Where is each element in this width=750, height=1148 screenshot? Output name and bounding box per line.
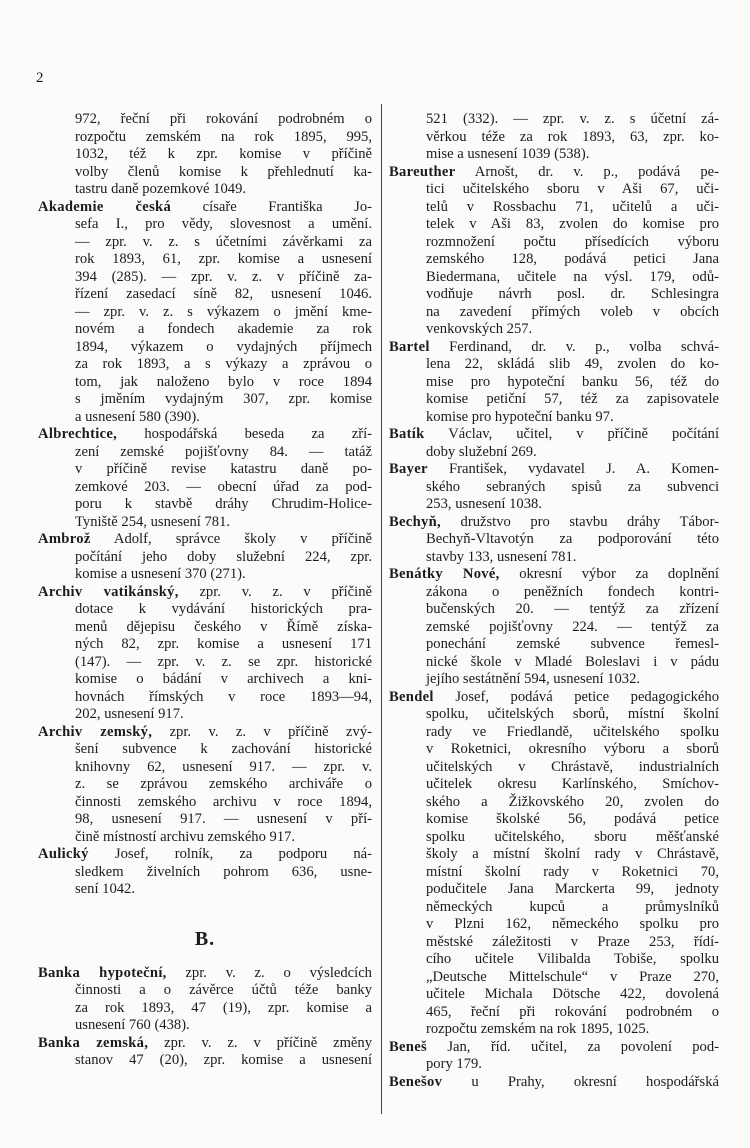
- entry-text: u Prahy, okresní hospodářská: [442, 1073, 719, 1090]
- entry-line: a usnesení 580 (390).: [75, 408, 200, 425]
- entry-line: šení subvence k zachování historické: [75, 741, 372, 757]
- entry-heading: Banka zemská,: [38, 1034, 149, 1051]
- entry-line: sefa I., pro vědy, slovesnost a umění.: [75, 216, 372, 232]
- entry-line: [389, 514, 719, 532]
- entry-line: — zpr. v. z. s účetními závěrkami za: [75, 233, 372, 250]
- entry-line: rok 1893, 61, zpr. komise a usnesení: [75, 251, 372, 267]
- entry-line: 394 (285). — zpr. v. z. v příčině za-: [75, 268, 372, 285]
- entry-line: Bechyň-Vltavotýn za podporování této: [426, 531, 719, 547]
- entry-line: [389, 164, 719, 182]
- entry-text: hospodářská beseda za zří-: [117, 426, 372, 442]
- entry-line: 465, řeční při rokování podrobném o: [426, 1003, 719, 1020]
- entry-line: stanov 47 (20), zpr. komise a usnesení: [75, 1052, 372, 1068]
- entry-line: rozmnožení počtu přísedících výboru: [426, 233, 719, 250]
- entry-line: novém a fondech akademie za rok: [75, 321, 372, 337]
- entry-line: tastru daně pozemkové 1049.: [75, 181, 247, 197]
- entry-text: zpr. v. z. v příčině: [178, 583, 372, 600]
- entry-text: Josef, rolník, za podporu ná-: [88, 846, 372, 862]
- entry-line: jejího sestátnění 594, usnesení 1032.: [426, 671, 641, 687]
- index-entry: [389, 339, 719, 427]
- entry-line: [389, 566, 719, 584]
- entry-line: lena 22, skládá slib 49, zvolen do ko-: [426, 356, 719, 372]
- entry-line: — zpr. v. z. s výkazem o jmění kme-: [75, 303, 372, 320]
- entry-text: zpr. v. z. v příčině změny: [148, 1034, 372, 1051]
- entry-heading: Aulický: [38, 846, 89, 862]
- entry-line: [389, 689, 719, 707]
- entry-line: nické škole v Mladé Boleslavi i v pádu: [426, 653, 719, 670]
- index-entry: [389, 1039, 719, 1074]
- entry-line: [389, 339, 719, 357]
- entry-line: za rok 1893, a s výkazy a zprávou o: [75, 356, 372, 372]
- entry-line: poru k stavbě dráhy Chrudim-Holice-: [75, 496, 372, 512]
- entry-line: zákona o peněžních fondech kontri-: [426, 583, 719, 600]
- index-entry: [389, 1074, 719, 1092]
- entry-line: usnesení 760 (438).: [75, 1017, 190, 1033]
- entry-line: podučitele Jana Marckerta 99, jednoty: [426, 881, 719, 897]
- left-column: [38, 111, 372, 1070]
- entry-text: okresní výbor za doplnění: [499, 566, 719, 582]
- entry-text: zpr. v. z. v příčině zvý-: [152, 723, 372, 740]
- entry-line: činnosti a o závěrce účtů téže banky: [75, 982, 372, 998]
- entry-text: Arnošt, dr. v. p., podává pe-: [455, 163, 719, 180]
- index-entry: [38, 199, 372, 427]
- entry-text: císaře Františka Jo-: [171, 198, 372, 215]
- entry-line: věrkou téže za rok 1893, 63, zpr. ko-: [426, 128, 719, 145]
- entry-line: [38, 965, 372, 983]
- entry-line: na zavedení přímých voleb v obcích: [426, 303, 719, 320]
- entry-line: [38, 531, 372, 549]
- entry-line: [38, 584, 372, 602]
- entry-line: rozpočtu zemském na rok 1895, 995,: [75, 128, 372, 145]
- entry-heading: Benátky Nové,: [389, 566, 500, 582]
- entry-line: učitele Michala Dötsche 422, dovolená: [426, 986, 719, 1002]
- section-letter-b: B.: [194, 927, 216, 950]
- entry-line: učitelských v Chrástavě, industrialních: [426, 758, 719, 775]
- entry-heading: Bechyň,: [389, 513, 441, 530]
- entry-heading: Archiv zemský,: [38, 723, 153, 740]
- entry-line: řízení zasedací síně 82, usnesení 1046.: [75, 286, 372, 302]
- entry-line: venkovských 257.: [426, 321, 533, 337]
- entry-line: učitelek okresu Karlínského, Smíchov-: [426, 776, 719, 792]
- entry-heading: Beneš: [389, 1038, 427, 1055]
- index-entry: [389, 514, 719, 567]
- entry-heading: Bayer: [389, 461, 428, 477]
- entry-line: [389, 1074, 719, 1092]
- index-entry: [389, 426, 719, 461]
- entry-line: vodňuje návrh posl. dr. Schlesingra: [426, 286, 719, 302]
- entry-line: komise petiční 57, též za zapisovatele: [426, 391, 719, 407]
- entry-line: komise školské 56, podává petice: [426, 811, 719, 827]
- entry-line: (147). — zpr. v. z. se zpr. historické: [75, 653, 372, 670]
- entry-line: doby služební 269.: [426, 443, 537, 460]
- entry-line: ných 82, zpr. komise a usnesení 171: [75, 636, 372, 652]
- index-entry: [389, 461, 719, 514]
- index-entry: [38, 965, 372, 1035]
- entry-line: s jměním vydajným 307, zpr. komise: [75, 391, 372, 407]
- entry-line: počítání jeho doby služební 224, zpr.: [75, 548, 372, 565]
- entry-line: [38, 846, 372, 864]
- entry-line: mise a usnesení 1039 (538).: [426, 146, 590, 162]
- entry-line: čině místností archivu zemského 917.: [75, 828, 296, 845]
- entry-heading: Benešov: [389, 1073, 443, 1090]
- entry-line: 98, usnesení 917. — usnesení v pří-: [75, 811, 372, 827]
- entry-heading: Bartel: [389, 338, 430, 355]
- entry-line: německých kupců a průmyslníků: [426, 898, 719, 915]
- entry-text: zpr. v. z. o výsledcích: [166, 964, 372, 981]
- entry-line: místní školní rady v Roketnici 70,: [426, 863, 719, 880]
- entry-line: zemské pojišťovny 224. — tentýž za: [426, 618, 719, 635]
- entry-line: mise pro hypoteční banku 56, též do: [426, 373, 719, 390]
- entry-line: telek v Aši 83, zvolen do komise pro: [426, 216, 719, 232]
- entry-line: 202, usnesení 917.: [75, 706, 184, 722]
- index-entry: [38, 111, 372, 199]
- entry-line: komise a usnesení 370 (271).: [75, 566, 246, 582]
- entry-line: za rok 1893, 47 (19), zpr. komise a: [75, 999, 372, 1016]
- index-entry: [38, 531, 372, 584]
- entry-heading: Banka hypoteční,: [38, 964, 167, 981]
- entry-line: rady ve Friedlandě, učitelského spolku: [426, 723, 719, 740]
- entry-heading: Bendel: [389, 688, 434, 705]
- entry-line: stavby 133, usnesení 781.: [426, 548, 577, 565]
- entry-line: ského sebraných spisů za subvenci: [426, 478, 719, 495]
- entry-line: spolku, učitelských sborů, místní školní: [426, 706, 719, 722]
- entry-line: v Roketnici, okresního výboru a sborů: [426, 741, 719, 757]
- entry-line: sledkem živelních pohrom 636, usne-: [75, 863, 372, 880]
- entry-line: Biedermana, učitele na výsl. 179, odů-: [426, 268, 719, 285]
- entry-line: 1894, výkazem o vydajných příjmech: [75, 338, 372, 355]
- entry-line: komise o bádání v archivech a kni-: [75, 671, 372, 687]
- entry-line: tici učitelského sboru v Aši 67, uči-: [426, 181, 719, 197]
- entry-line: činnosti zemského archivu v roce 1894,: [75, 793, 372, 810]
- entry-text: Václav, učitel, v příčině počítání: [424, 426, 719, 442]
- entry-line: 253, usnesení 1038.: [426, 496, 542, 512]
- entry-line: [38, 199, 372, 217]
- entry-line: sení 1042.: [75, 881, 135, 897]
- index-entry: [389, 689, 719, 1039]
- entry-line: zemského 128, podává petici Jana: [426, 251, 719, 267]
- entry-line: pory 179.: [426, 1056, 482, 1072]
- entry-line: 1032, též k zpr. komise v příčině: [75, 146, 372, 162]
- entry-line: [38, 724, 372, 742]
- entry-line: v příčině revise katastru daně po-: [75, 461, 372, 477]
- column-divider: [381, 104, 382, 1114]
- entry-line: 972, řeční při rokování podrobném o: [75, 111, 372, 127]
- entry-line: tom, jak naloženo bylo v roce 1894: [75, 373, 372, 390]
- entry-line: cího učitele Vilibalda Tobiše, spolku: [426, 951, 719, 967]
- entry-line: městské záležitosti v Praze 253, řídí-: [426, 933, 719, 950]
- entry-heading: Archiv vatikánský,: [38, 583, 179, 600]
- entry-line: školy a místní školní rady v Chrástavě,: [426, 846, 719, 862]
- entry-heading: Bareuther: [389, 163, 456, 180]
- entry-line: volby členů komise k přehlednutí ka-: [75, 163, 372, 180]
- entry-line: dotace k vydávání historických pra-: [75, 601, 372, 617]
- entry-text: Ferdinand, dr. v. p., volba schvá-: [429, 338, 719, 355]
- entry-heading: Batík: [389, 426, 425, 442]
- right-column: [389, 111, 719, 1091]
- entry-line: z. se zprávou zemského archiváře o: [75, 776, 372, 792]
- index-entry: [389, 566, 719, 689]
- index-entry: [389, 164, 719, 339]
- entry-line: [38, 1035, 372, 1053]
- entry-line: komise pro hypoteční banku 97.: [426, 408, 614, 425]
- entry-heading: Akademie česká: [38, 198, 172, 215]
- entry-heading: Albrechtice,: [38, 426, 118, 442]
- entry-text: František, vydavatel J. A. Komen-: [427, 461, 719, 477]
- entry-line: spolku učitelského, sboru měšťanské: [426, 828, 719, 845]
- entry-line: ského a Žižkovského 20, zvolen do: [426, 793, 719, 810]
- entry-text: družstvo pro stavbu dráhy Tábor-: [440, 513, 719, 530]
- entry-text: Jan, říd. učitel, za povolení pod-: [426, 1038, 719, 1055]
- entry-line: v Plzni 162, německého spolku pro: [426, 916, 719, 932]
- entry-text: Josef, podává petice pedagogického: [433, 688, 719, 705]
- entry-line: Tyniště 254, usnesení 781.: [75, 513, 231, 530]
- entry-heading: Ambrož: [38, 531, 91, 547]
- entry-line: 521 (332). — zpr. v. z. s účetní zá-: [426, 111, 719, 127]
- index-entry: [38, 584, 372, 724]
- entry-line: bučenských 20. — tentýž za zřízení: [426, 601, 719, 617]
- index-entry: [38, 426, 372, 531]
- entry-line: zení zemské pojišťovny 84. — tatáž: [75, 443, 372, 460]
- entry-line: zemkové 203. — obecní úřad za pod-: [75, 478, 372, 495]
- entry-line: [389, 461, 719, 479]
- index-entry: [389, 111, 719, 164]
- entry-text: Adolf, správce školy v příčině: [90, 531, 372, 547]
- entry-line: telů v Rossbachu 71, učitelů a uči-: [426, 198, 719, 215]
- index-entry: [38, 724, 372, 847]
- entry-line: hovnách římských v roce 1893—94,: [75, 688, 372, 705]
- entry-line: menů dějepisu českého v Římě získa-: [75, 618, 372, 635]
- index-entry: [38, 1035, 372, 1070]
- entry-line: [389, 1039, 719, 1057]
- index-entry: [38, 846, 372, 899]
- page-number: 2: [36, 70, 44, 86]
- entry-line: knihovny 62, usnesení 917. — zpr. v.: [75, 758, 372, 775]
- entry-line: ponechání zemské subvence řemesl-: [426, 636, 719, 652]
- entry-line: [38, 426, 372, 444]
- entry-line: rozpočtu zemském na rok 1895, 1025.: [426, 1021, 650, 1037]
- entry-line: [389, 426, 719, 444]
- entry-line: „Deutsche Mittelschule“ v Praze 270,: [426, 968, 719, 985]
